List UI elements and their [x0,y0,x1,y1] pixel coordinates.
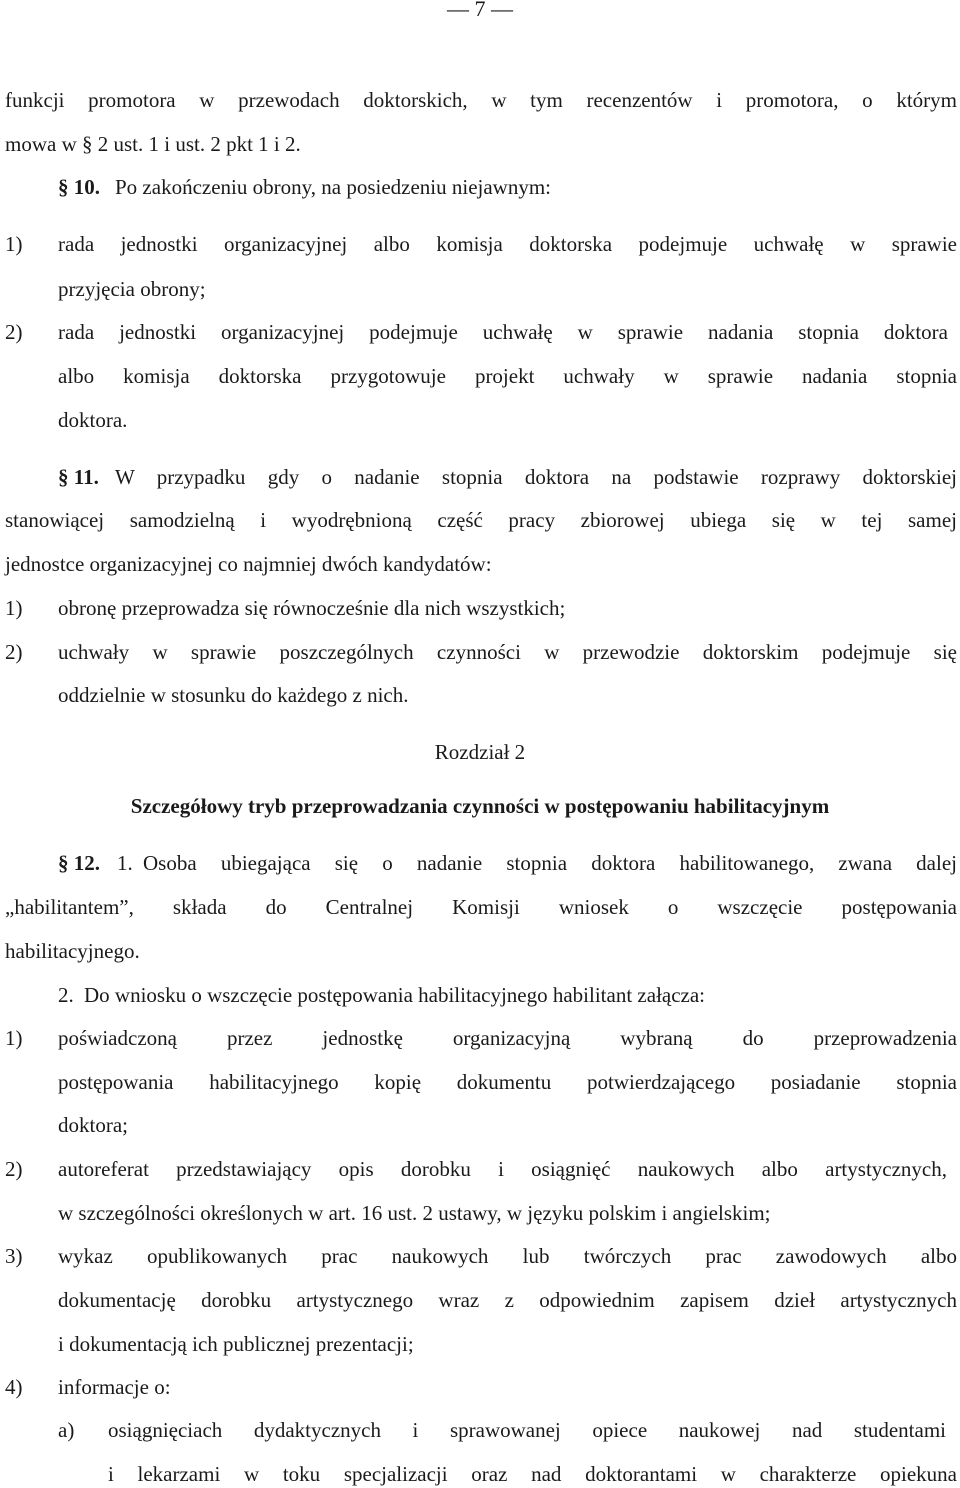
list-marker: 2) [5,320,23,344]
list-item-line: autoreferat przedstawiający opis dorobku i osiągnięć naukowych albo artystycznych, [58,1157,947,1181]
paragraph-line: W przypadku gdy o nadanie stopnia doktora na podstawie rozprawy doktorskiej [115,465,957,489]
paragraph-line: mowa w § 2 ust. 1 i ust. 2 pkt 1 i 2. [5,132,301,156]
list-item-line: postępowania habilitacyjnego kopię dokumentu potwierdzającego posiadanie stopnia [58,1070,957,1094]
section-number: § 12. [58,851,100,875]
paragraph-line: stanowiącej samodzielną i wyodrębnioną część pracy zbiorowej ubiega się w tej samej [5,508,957,532]
list-marker: 1) [5,596,23,620]
list-item-line: doktora. [58,408,128,432]
list-item-line: obronę przeprowadza się równocześnie dla nich wszystkich; [58,596,566,620]
list-item-line: informacje o: [58,1375,171,1399]
list-item-line: doktora; [58,1113,128,1137]
list-item-line: wykaz opublikowanych prac naukowych lub twórczych prac zawodowych albo [58,1244,957,1268]
paragraph-line: Osoba ubiegająca się o nadanie stopnia doktora habilitowanego, zwana dalej [143,851,957,875]
list-marker: 1) [5,1026,23,1050]
list-marker: 1) [5,232,23,256]
list-item-line: przyjęcia obrony; [58,277,206,301]
section-number: § 10. [58,175,100,199]
list-marker: 4) [5,1375,23,1399]
paragraph-line: „habilitantem”, składa do Centralnej Komisji wniosek o wszczęcie postępowania [5,895,957,919]
list-item-line: i lekarzami w toku specjalizacji oraz nad doktorantami w charakterze opiekuna [108,1462,957,1486]
list-marker: 2) [5,640,23,664]
list-item-line: osiągnięciach dydaktycznych i sprawowanej opiece naukowej nad studentami [108,1418,946,1442]
subsection-number: 2. [58,983,74,1007]
section-number: § 11. [58,465,99,489]
list-item-line: oddzielnie w stosunku do każdego z nich. [58,683,409,707]
paragraph-line: Do wniosku o wszczęcie postępowania habilitacyjnego habilitant załącza: [84,983,706,1007]
list-item-line: i dokumentacją ich publicznej prezentacji; [58,1332,414,1356]
list-item-line: w szczególności określonych w art. 16 ust. 2 ustawy, w języku polskim i angielskim; [58,1201,771,1225]
list-item-line: poświadczoną przez jednostkę organizacyjną wybraną do przeprowadzenia [58,1026,957,1050]
chapter-subtitle: Szczegółowy tryb przeprowadzania czynności w postępowaniu habilitacyjnym [130,794,830,818]
list-marker: a) [58,1418,75,1442]
chapter-title: Rozdział 2 [434,740,526,764]
list-marker: 3) [5,1244,23,1268]
list-item-line: albo komisja doktorska przygotowuje projekt uchwały w sprawie nadania stopnia [58,364,957,388]
list-item-line: rada jednostki organizacyjnej albo komisja doktorska podejmuje uchwałę w sprawie [58,232,957,256]
list-item-line: dokumentację dorobku artystycznego wraz z odpowiednim zapisem dzieł artystycznych [58,1288,957,1312]
section-intro: Po zakończeniu obrony, na posiedzeniu niejawnym: [115,175,552,199]
list-item-line: rada jednostki organizacyjnej podejmuje uchwałę w sprawie nadania stopnia doktora [58,320,948,344]
paragraph-line: funkcji promotora w przewodach doktorskich, w tym recenzentów i promotora, o którym [5,88,957,112]
paragraph-line: jednostce organizacyjnej co najmniej dwóch kandydatów: [5,552,492,576]
list-marker: 2) [5,1157,23,1181]
subsection-number: 1. [117,851,133,875]
page-number: — 7 — [447,0,513,21]
list-item-line: uchwały w sprawie poszczególnych czynności w przewodzie doktorskim podejmuje się [58,640,957,664]
paragraph-line: habilitacyjnego. [5,939,140,963]
